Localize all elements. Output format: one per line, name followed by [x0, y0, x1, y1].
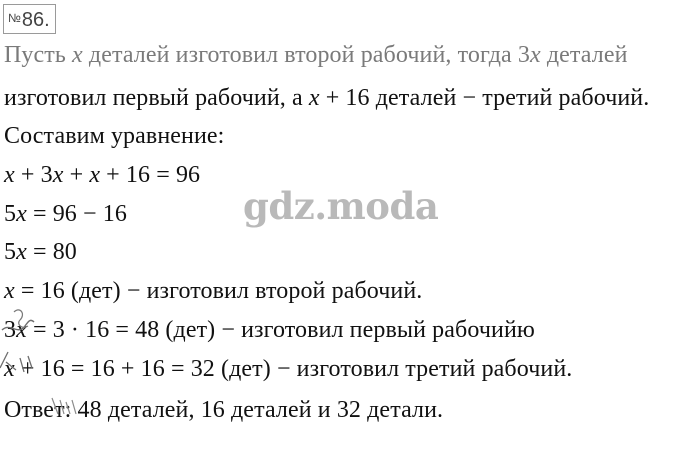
text-fragment: + 16 = 16 + 16 = 32 (дет) − изготовил третий рабочий.: [14, 356, 573, 382]
equation-line-4: [4, 276, 422, 306]
variable-x: x: [4, 162, 15, 188]
problem-number-box: [3, 4, 56, 34]
text-fragment: = 16 (дет) − изготовил второй рабочий.: [14, 278, 423, 304]
variable-x: x: [16, 201, 27, 227]
text-fragment: 3: [4, 317, 17, 343]
text-fragment: = 80: [26, 239, 77, 265]
variable-x: x: [4, 278, 15, 304]
equation-line-2: [4, 199, 127, 229]
variable-x: x: [308, 85, 320, 111]
text-fragment: = 3 · 16 = 48 (дет) − изготовил первый рабочийю: [26, 317, 535, 343]
variable-x: x: [89, 162, 101, 188]
text-fragment: 5: [4, 239, 17, 265]
problem-number: 86.: [21, 9, 50, 31]
text-fragment: изготовил первый рабочий, а: [4, 85, 309, 111]
equation-line-6: [4, 354, 572, 384]
equation-line-3: [4, 237, 77, 267]
solution-intro-line-1: [4, 40, 628, 70]
text-fragment: +: [63, 162, 90, 188]
text-fragment: деталей изготовил второй рабочий, тогда 3: [82, 42, 530, 68]
variable-x: x: [16, 317, 27, 343]
text-fragment: + 3: [14, 162, 53, 188]
watermark: gdz.moda: [243, 184, 439, 228]
equation-line-1: [4, 160, 200, 190]
text-fragment: + 16 деталей − третий рабочий.: [319, 85, 650, 111]
number-sign: №: [8, 11, 21, 25]
variable-x: x: [72, 42, 83, 68]
variable-x: x: [16, 239, 27, 265]
equation-line-5: [4, 315, 535, 345]
variable-x: x: [52, 162, 64, 188]
text-fragment: деталей: [540, 42, 628, 68]
answer-line: Ответ: 48 деталей, 16 деталей и 32 детали.: [4, 397, 444, 423]
text-fragment: + 16 = 96: [100, 162, 201, 188]
solution-intro-line-2: [4, 83, 649, 113]
variable-x: x: [530, 42, 541, 68]
text-fragment: 5: [4, 201, 17, 227]
variable-x: x: [4, 356, 15, 382]
text-fragment: Пусть: [4, 42, 73, 68]
text-fragment: = 96 − 16: [26, 201, 127, 227]
solution-intro-line-3: Составим уравнение:: [4, 123, 225, 149]
